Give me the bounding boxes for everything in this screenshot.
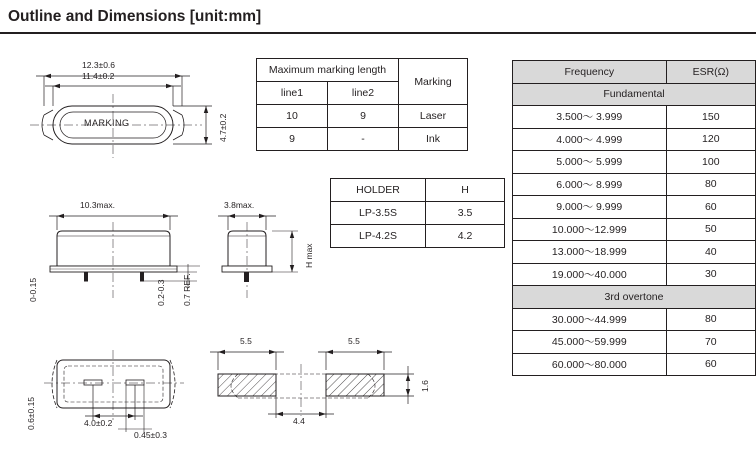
table-header-row (513, 61, 756, 84)
table-row (257, 59, 468, 82)
dim-pad-left: 5.5 (240, 336, 252, 346)
cell-esr: 60 (666, 353, 755, 376)
end-view-drawing (204, 198, 314, 308)
col-esr: ESR(Ω) (666, 61, 755, 84)
table-row (257, 128, 468, 151)
dim-body-width: 11.4±0.2 (82, 71, 115, 81)
dim-pad-height: 1.6 (420, 380, 430, 392)
cell-h: 4.2 (426, 225, 505, 248)
table-row (513, 151, 756, 174)
cell-frequency: 5.000～ 5.999 (513, 151, 667, 174)
table-row (513, 106, 756, 129)
dim-pad-right: 5.5 (348, 336, 360, 346)
cell-esr: 80 (666, 173, 755, 196)
frequency-esr-table (512, 60, 756, 376)
col-line1: line1 (257, 82, 328, 105)
cell-marking: Ink (399, 128, 468, 151)
table-row (331, 179, 505, 202)
table-row (513, 218, 756, 241)
table-row (513, 308, 756, 331)
pad-layout-drawing (208, 330, 438, 440)
cell-frequency: 60.000～80.000 (513, 353, 667, 376)
cell-esr: 80 (666, 308, 755, 331)
table-row (331, 225, 505, 248)
cell-esr: 50 (666, 218, 755, 241)
dim-lead-pitch: 0.7 REF. (182, 273, 192, 306)
cell-frequency: 3.500～ 3.999 (513, 106, 667, 129)
title-divider (0, 32, 756, 34)
section-row (513, 83, 756, 106)
marking-area-label: MARKING (84, 118, 130, 128)
col-holder: HOLDER (331, 179, 426, 202)
dim-lead-thickness: 0-0.15 (28, 277, 38, 302)
dim-lead-offset: 0.2-0.3 (156, 279, 166, 306)
cell-line1: 9 (257, 128, 328, 151)
marking-group-header: Maximum marking length (257, 59, 399, 82)
section-row (513, 286, 756, 309)
col-line2: line2 (328, 82, 399, 105)
table-row (513, 263, 756, 286)
cell-frequency: 4.000～ 4.999 (513, 128, 667, 151)
page-title: Outline and Dimensions [unit:mm] (8, 8, 262, 25)
bottom-view-drawing (22, 336, 222, 441)
marking-header: Marking (399, 59, 468, 105)
cell-frequency: 13.000～18.999 (513, 241, 667, 264)
dim-end-width: 3.8max. (224, 200, 255, 210)
cell-holder: LP-4.2S (331, 225, 426, 248)
table-row (513, 128, 756, 151)
table-row (513, 196, 756, 219)
cell-frequency: 30.000～44.999 (513, 308, 667, 331)
dim-side-width: 10.3max. (80, 200, 115, 210)
table-row (513, 331, 756, 354)
dim-pad-gap: 4.4 (293, 416, 305, 426)
table-row (513, 353, 756, 376)
section-fundamental: Fundamental (513, 83, 756, 106)
cell-esr: 40 (666, 241, 755, 264)
table-row (331, 202, 505, 225)
table-row (257, 105, 468, 128)
top-view-drawing (22, 58, 237, 163)
dim-lead-width: 0.45±0.3 (134, 430, 168, 440)
dim-lead-length: 4.0±0.2 (84, 418, 113, 428)
dim-end-height: H max (304, 243, 314, 268)
table-row (513, 241, 756, 264)
cell-holder: LP-3.5S (331, 202, 426, 225)
cell-esr: 100 (666, 151, 755, 174)
cell-line2: - (328, 128, 399, 151)
side-view-drawing (22, 198, 222, 308)
cell-frequency: 9.000～ 9.999 (513, 196, 667, 219)
section-overtone: 3rd overtone (513, 286, 756, 309)
cell-esr: 30 (666, 263, 755, 286)
cell-frequency: 6.000～ 8.999 (513, 173, 667, 196)
cell-esr: 60 (666, 196, 755, 219)
holder-height-table (330, 178, 505, 248)
col-frequency: Frequency (513, 61, 667, 84)
cell-line2: 9 (328, 105, 399, 128)
dim-body-height: 4.7±0.2 (218, 113, 228, 142)
cell-frequency: 45.000～59.999 (513, 331, 667, 354)
cell-esr: 150 (666, 106, 755, 129)
cell-line1: 10 (257, 105, 328, 128)
cell-h: 3.5 (426, 202, 505, 225)
cell-marking: Laser (399, 105, 468, 128)
cell-frequency: 19.000～40.000 (513, 263, 667, 286)
col-h: H (426, 179, 505, 202)
cell-esr: 120 (666, 128, 755, 151)
table-row (513, 173, 756, 196)
cell-frequency: 10.000～12.999 (513, 218, 667, 241)
cell-esr: 70 (666, 331, 755, 354)
dim-bottom-height: 0.6±0.15 (26, 396, 36, 430)
marking-length-table (256, 58, 468, 151)
dim-overall-width: 12.3±0.6 (82, 60, 116, 70)
